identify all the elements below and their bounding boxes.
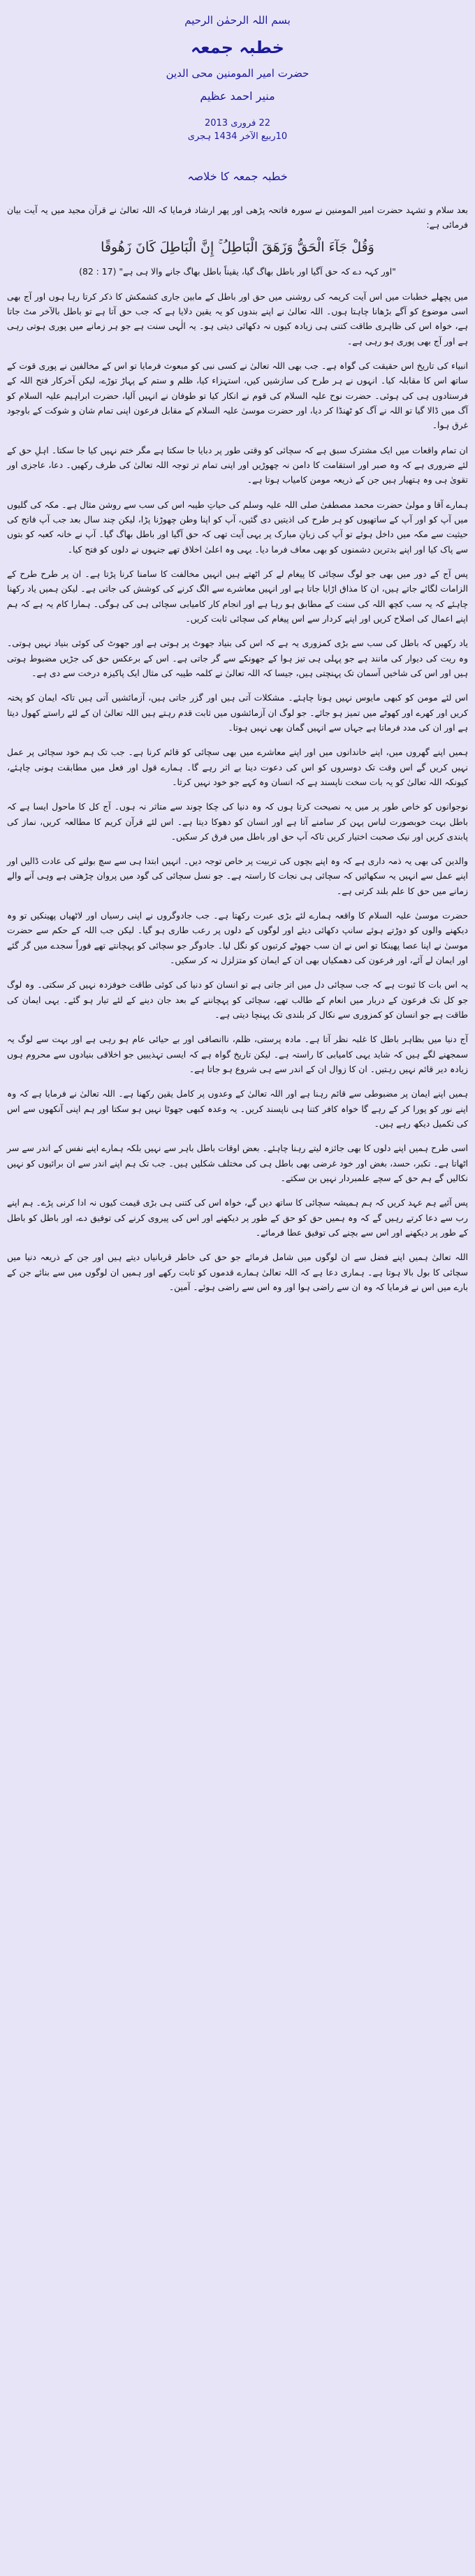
body-paragraph: اسی طرح ہمیں اپنے دلوں کا بھی جائزہ لیتے رہنا چاہئے۔ بعض اوقات باطل باہر سے نہیں بلکہ ہمارے اپنے نفس کے اندر سے سر اٹھاتا ہے۔ تکبر، حسد، بغض اور خود غرضی بھی باطل ہی کی مختلف شکلیں ہیں۔ جب تک ہم اپنے اندر سے ان برائیوں کو نہیں نکالیں گے ہم حق کے سچے علمبردار نہیں بن سکتے۔ (7, 1143, 468, 1184)
page-title: خطبہ جمعہ (191, 38, 284, 57)
sermon-summary-heading: خطبہ جمعہ کا خلاصہ (187, 170, 288, 183)
bismillah: بسم اللہ الرحمٰن الرحیم (184, 14, 291, 27)
quran-verse: وَقُلْ جَآءَ الْحَقُّ وَزَهَقَ الْبَاطِلُ ۚ إِنَّ الْبَاطِلَ كَانَ زَهُوقًا (101, 239, 374, 255)
body-paragraph: پس آج کے دور میں بھی جو لوگ سچائی کا پیغام لے کر اٹھتے ہیں انہیں مخالفت کا سامنا کرنا پڑتا ہے۔ ان پر طرح طرح کے الزامات لگائے جاتے ہیں، ان کا مذاق اڑایا جاتا ہے اور انہیں معاشرے سے الگ کرنے کی کوشش کی جاتی ہے۔ لیکن ہمیں یاد رکھنا چاہئے کہ یہ سب کچھ اللہ کی سنت کے مطابق ہو رہا ہے اور انجام کار کامیابی سچائی ہی کی ہوگی۔ ہمارا کام یہ ہے کہ ہم اپنے اعمال کی اصلاح کریں اور اپنے کردار سے اس پیغام کی سچائی ثابت کریں۔ (7, 568, 468, 624)
date-hijri: 10ربیع الآخر 1434 ہجری (187, 131, 288, 142)
body-paragraph: انبیاء کی تاریخ اس حقیقت کی گواہ ہے۔ جب بھی اللہ تعالیٰ نے کسی نبی کو مبعوث فرمایا تو اس کے مخالفین نے پوری قوت کے ساتھ اس کا مقابلہ کیا۔ انہوں نے ہر طرح کی سازشیں کیں، استہزاء کیا، ظلم و ستم کے پہاڑ توڑے، لیکن آخرکار فتح اللہ کے فرستادوں ہی کی ہوئی۔ حضرت نوح علیہ السلام کی قوم نے انکار کیا تو طوفان نے انہیں آلیا، حضرت ابراہیم علیہ السلام کو آگ میں ڈالا گیا تو اللہ نے آگ کو ٹھنڈا کر دیا، اور حضرت موسیٰ علیہ السلام کے مقابل فرعون اپنی تمام شان و شوکت کے باوجود غرق ہوا۔ (7, 360, 468, 431)
date-gregorian: 22 فروری 2013 (204, 118, 271, 129)
body-paragraph: ان تمام واقعات میں ایک مشترک سبق ہے کہ سچائی کو وقتی طور پر دبایا جا سکتا ہے مگر ختم نہیں کیا جا سکتا۔ اہلِ حق کے لئے ضروری ہے کہ وہ صبر اور استقامت کا دامن نہ چھوڑیں اور اپنی تمام تر توجہ اللہ تعالیٰ کی طرف رکھیں۔ دعا، عاجزی اور تقویٰ ہی وہ ہتھیار ہیں جن کے ذریعہ مومن کامیاب ہوتا ہے۔ (7, 444, 468, 485)
body-paragraph: اس لئے مومن کو کبھی مایوس نہیں ہونا چاہئے۔ مشکلات آتی ہیں اور گزر جاتی ہیں، آزمائشیں آتی ہیں تاکہ ایمان کو پختہ کریں اور کھرے اور کھوٹے میں تمیز ہو جائے۔ جو لوگ ان آزمائشوں میں ثابت قدم رہتے ہیں اللہ تعالیٰ ان کے لئے راستے کھول دیتا ہے اور ان کی مدد فرماتا ہے جہاں سے انہیں گمان بھی نہیں ہوتا۔ (7, 692, 468, 733)
body-paragraph: یاد رکھیں کہ باطل کی سب سے بڑی کمزوری یہ ہے کہ اس کی بنیاد جھوٹ پر ہوتی ہے اور جھوٹ کی کوئی بنیاد نہیں ہوتی۔ وہ ریت کی دیوار کی مانند ہے جو پہلی ہی تیز ہوا کے جھونکے سے گر جاتی ہے۔ اس کے برعکس حق کی جڑیں مضبوط ہوتی ہیں اور اس کی شاخیں آسمان تک پہنچتی ہیں، جیسا کہ اللہ تعالیٰ نے کلمہ طیبہ کی مثال ایک پاکیزہ درخت سے دی ہے۔ (7, 638, 468, 678)
body-paragraph: آج دنیا میں بظاہر باطل کا غلبہ نظر آتا ہے۔ مادہ پرستی، ظلم، ناانصافی اور بے حیائی عام ہو رہی ہے اور بہت سے لوگ یہ سمجھنے لگے ہیں کہ شاید یہی کامیابی کا راستہ ہے۔ لیکن تاریخ گواہ ہے کہ ایسی تہذیبیں جو اخلاقی بنیادوں سے محروم ہوں زیادہ دیر قائم نہیں رہتیں۔ ان کا زوال ان کے اندر سے ہی شروع ہو جاتا ہے۔ (7, 1034, 468, 1075)
body-paragraph: پس آئیے ہم عہد کریں کہ ہم ہمیشہ سچائی کا ساتھ دیں گے، خواہ اس کی کتنی ہی بڑی قیمت کیوں نہ ادا کرنی پڑے۔ ہم اپنے رب سے دعا کرتے رہیں گے کہ وہ ہمیں حق کو حق کے طور پر دیکھنے اور اس کی پیروی کرنے کی توفیق دے، اور باطل کو باطل کے طور پر دیکھنے اور اس سے بچنے کی توفیق عطا فرمائے۔ (7, 1197, 468, 1238)
intro-paragraph: بعد سلام و تشہد حضرت امیر المومنین نے سورہ فاتحہ پڑھی اور پھر ارشاد فرمایا کہ اللہ تعالیٰ نے قرآن مجید میں یہ آیت بیان فرمائی ہے: (7, 205, 468, 230)
body-paragraph: ہمیں اپنے گھروں میں، اپنے خاندانوں میں اور اپنے معاشرے میں بھی سچائی کو قائم کرنا ہے۔ جب تک ہم خود سچائی پر عمل نہیں کریں گے اس وقت تک دوسروں کو اس کی دعوت دینا بے اثر رہے گا۔ ہمارے قول اور فعل میں مطابقت ہونی چاہئے، کیونکہ اللہ تعالیٰ کو یہ بات سخت ناپسند ہے کہ انسان وہ کہے جو خود نہیں کرتا۔ (7, 747, 468, 787)
body-paragraph: حضرت موسیٰ علیہ السلام کا واقعہ ہمارے لئے بڑی عبرت رکھتا ہے۔ جب جادوگروں نے اپنی رسیاں اور لاٹھیاں پھینکیں تو وہ دیکھنے والوں کو دوڑتے ہوئے سانپ دکھائی دیئے اور لوگوں کے دلوں پر رعب طاری ہو گیا۔ لیکن جب اللہ کے حکم سے حضرت موسیٰ نے اپنا عصا پھینکا تو اس نے ان سب جھوٹے کرتبوں کو نگل لیا۔ جادوگر جو سچائی کو پہچانتے تھے فوراً سجدے میں گر گئے اور ایمان لے آئے، اور فرعون کی دھمکیاں بھی ان کے ایمان کو متزلزل نہ کر سکیں۔ (7, 910, 468, 966)
body-paragraph: نوجوانوں کو خاص طور پر میں یہ نصیحت کرتا ہوں کہ وہ دنیا کی چکا چوند سے متاثر نہ ہوں۔ آج کل کا ماحول ایسا ہے کہ باطل بہت خوبصورت لباس پہن کر سامنے آتا ہے اور انسان کو دھوکا دیتا ہے۔ اس لئے قرآن کریم کا مطالعہ کریں، نماز کی پابندی کریں اور نیک صحبت اختیار کریں تاکہ آپ حق اور باطل میں فرق کر سکیں۔ (7, 801, 468, 842)
body-paragraph: اللہ تعالیٰ ہمیں اپنے فضل سے ان لوگوں میں شامل فرمائے جو حق کی خاطر قربانیاں دیتے ہیں اور جن کے ذریعہ دنیا میں سچائی کا بول بالا ہوتا ہے۔ ہماری دعا ہے کہ اللہ تعالیٰ ہمارے قدموں کو ثابت رکھے اور ہمیں ان لوگوں میں سے بنائے جن کے بارے میں اس نے فرمایا کہ وہ ان سے راضی ہوا اور وہ اس سے راضی ہوئے۔ آمین۔ (7, 1252, 468, 1293)
speaker-name: حضرت امیر المومنین محی الدین (166, 67, 309, 80)
body-paragraph: ہمارے آقا و مولیٰ حضرت محمد مصطفیٰ صلی اللہ علیہ وسلم کی حیاتِ طیبہ اس کی سب سے روشن مثال ہے۔ مکہ کی گلیوں میں آپ کو اور آپ کے ساتھیوں کو ہر طرح کی اذیتیں دی گئیں، آپ کو اپنا وطن چھوڑنا پڑا، لیکن چند سال بعد جب آپ فاتح کی حیثیت سے مکہ میں داخل ہوئے تو آپ کی زبانِ مبارک پر یہی آیت تھی کہ حق آگیا اور باطل بھاگ گیا۔ آپ نے خانہ کعبہ کو بتوں سے پاک کیا اور اپنے بدترین دشمنوں کو بھی معاف فرما دیا۔ یہی وہ اعلیٰ اخلاق تھے جنہوں نے دلوں کو فتح کیا۔ (7, 499, 468, 555)
body-paragraph: ہمیں اپنے ایمان پر مضبوطی سے قائم رہنا ہے اور اللہ تعالیٰ کے وعدوں پر کامل یقین رکھنا ہے۔ اللہ تعالیٰ نے فرمایا ہے کہ وہ اپنے نور کو پورا کر کے رہے گا خواہ کافر کتنا ہی ناپسند کریں۔ یہ وعدہ کبھی جھوٹا نہیں ہو سکتا اور ہم اپنی آنکھوں سے اس کی تکمیل دیکھ رہے ہیں۔ (7, 1088, 468, 1129)
body-paragraph: یہ اس بات کا ثبوت ہے کہ جب سچائی دل میں اتر جاتی ہے تو انسان کو دنیا کی کوئی طاقت خوفزدہ نہیں کر سکتی۔ وہ لوگ جو کل تک فرعون کے دربار میں انعام کے طالب تھے، سچائی کو پہچاننے کے بعد جان دینے کے لئے تیار ہو گئے۔ یہی ایمان کی طاقت ہے جو انسان کو کمزوری سے نکال کر بلندی تک پہنچا دیتی ہے۔ (7, 979, 468, 1020)
document-page (7, 0, 468, 1294)
body-paragraph: میں پچھلے خطبات میں اس آیت کریمہ کی روشنی میں حق اور باطل کے مابین جاری کشمکش کا ذکر کرتا رہا ہوں اور آج بھی اسی موضوع کو آگے بڑھانا چاہتا ہوں۔ اللہ تعالیٰ نے اپنے بندوں کو یہ یقین دلایا ہے کہ جب حق آتا ہے تو باطل بالآخر مٹ جاتا ہے، خواہ اس کی ظاہری طاقت کتنی ہی زیادہ کیوں نہ دکھائی دیتی ہو۔ یہ الٰہی سنت ہے جو ہر زمانے میں پوری ہوتی رہی ہے اور آج بھی پوری ہو رہی ہے۔ (7, 291, 468, 346)
verse-translation: "اور کہہ دے کہ حق آگیا اور باطل بھاگ گیا، یقیناً باطل بھاگ جانے والا ہی ہے" (17 : 82) (79, 265, 396, 277)
author-name: منیر احمد عظیم (200, 89, 275, 103)
body-paragraph: والدین کی بھی یہ ذمہ داری ہے کہ وہ اپنے بچوں کی تربیت پر خاص توجہ دیں۔ انہیں ابتدا ہی سے سچ بولنے کی عادت ڈالیں اور اپنے عمل سے انہیں یہ سکھائیں کہ سچائی ہی نجات کا راستہ ہے۔ جو نسل سچائی کی گود میں پروان چڑھتی ہے وہی آنے والے زمانے میں حق کا علم بلند کرتی ہے۔ (7, 856, 468, 896)
